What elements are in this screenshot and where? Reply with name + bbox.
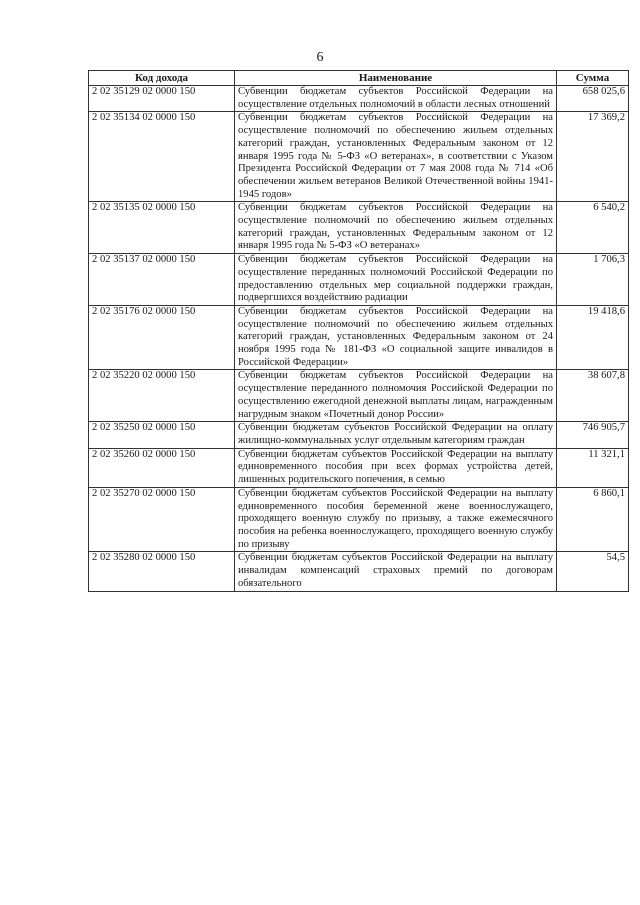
income-sum: 6 540,2 bbox=[557, 202, 629, 254]
income-name bbox=[235, 552, 557, 592]
income-name: Субвенции бюджетам субъектов Российской Федерации на осуществление полномочий по обеспечению жильем отдельных категорий граждан, установленных Федеральным законом от 24 ноября 1995 года № 181-ФЗ «О социальной защите инвалидов в Российской Федерации» bbox=[235, 305, 557, 370]
table-header-row bbox=[89, 71, 629, 86]
table-row bbox=[89, 370, 629, 422]
table-row bbox=[89, 422, 629, 448]
header-code: Код дохода bbox=[89, 71, 235, 86]
table-row bbox=[89, 86, 629, 112]
income-code: 2 02 35176 02 0000 150 bbox=[89, 305, 235, 370]
page-number: 6 bbox=[316, 50, 324, 65]
table-row bbox=[89, 112, 629, 202]
table-row bbox=[89, 254, 629, 306]
income-name: Субвенции бюджетам субъектов Российской Федерации на осуществление переданного полномочия Российской Федерации по осуществлению ежегодной денежной выплаты лицам, награжденным нагрудным знаком «Почетный донор России» bbox=[235, 370, 557, 422]
table-row bbox=[89, 305, 629, 370]
income-code: 2 02 35280 02 0000 150 bbox=[89, 552, 235, 592]
income-code: 2 02 35137 02 0000 150 bbox=[89, 254, 235, 306]
income-sum: 658 025,6 bbox=[557, 86, 629, 112]
income-name: Субвенции бюджетам субъектов Российской Федерации на осуществление полномочий по обеспечению жильем отдельных категорий граждан, установленных Федеральным законом от 12 января 1995 года № 5-ФЗ «О ветеранах», в соответствии с Указом Президента Российской Федерации от 7 мая 2008 года № 714 «Об обеспечении жильем ветеранов Великой Отечественной войны 1941-1945 годов» bbox=[235, 112, 557, 202]
income-sum: 54,5 bbox=[557, 552, 629, 592]
table-row bbox=[89, 448, 629, 487]
income-name-text: Субвенции бюджетам субъектов Российской Федерации на выплату инвалидам компенсаций страховых премий по договорам обязательного bbox=[238, 552, 553, 589]
income-name: Субвенции бюджетам субъектов Российской Федерации на выплату единовременного пособия беременной жене военнослужащего, проходящего военную службу по призыву, а также ежемесячного пособия на ребенка военнослужащего, проходящего военную службу по призыву bbox=[235, 487, 557, 552]
income-sum: 1 706,3 bbox=[557, 254, 629, 306]
income-code: 2 02 35220 02 0000 150 bbox=[89, 370, 235, 422]
income-name: Субвенции бюджетам субъектов Российской Федерации на осуществление отдельных полномочий в области лесных отношений bbox=[235, 86, 557, 112]
income-code: 2 02 35135 02 0000 150 bbox=[89, 202, 235, 254]
income-sum: 746 905,7 bbox=[557, 422, 629, 448]
income-code: 2 02 35270 02 0000 150 bbox=[89, 487, 235, 552]
header-sum: Сумма bbox=[557, 71, 629, 86]
income-code: 2 02 35260 02 0000 150 bbox=[89, 448, 235, 487]
income-code: 2 02 35250 02 0000 150 bbox=[89, 422, 235, 448]
income-code: 2 02 35129 02 0000 150 bbox=[89, 86, 235, 112]
income-sum: 19 418,6 bbox=[557, 305, 629, 370]
table-row bbox=[89, 552, 629, 592]
income-sum: 6 860,1 bbox=[557, 487, 629, 552]
header-name: Наименование bbox=[235, 71, 557, 86]
income-name: Субвенции бюджетам субъектов Российской Федерации на осуществление переданных полномочий Российской Федерации по предоставлению отдельных мер социальной поддержки граждан, подвергшихся воздействию радиации bbox=[235, 254, 557, 306]
table-row bbox=[89, 202, 629, 254]
table-row bbox=[89, 487, 629, 552]
income-name: Субвенции бюджетам субъектов Российской Федерации на осуществление полномочий по обеспечению жильем отдельных категорий граждан, установленных Федеральным законом от 12 января 1995 года № 5-ФЗ «О ветеранах» bbox=[235, 202, 557, 254]
income-name: Субвенции бюджетам субъектов Российской Федерации на выплату единовременного пособия при всех формах устройства детей, лишенных родительского попечения, в семью bbox=[235, 448, 557, 487]
income-sum: 11 321,1 bbox=[557, 448, 629, 487]
income-code: 2 02 35134 02 0000 150 bbox=[89, 112, 235, 202]
income-table bbox=[88, 70, 629, 592]
income-sum: 38 607,8 bbox=[557, 370, 629, 422]
income-name: Субвенции бюджетам субъектов Российской Федерации на оплату жилищно-коммунальных услуг отдельным категориям граждан bbox=[235, 422, 557, 448]
income-sum: 17 369,2 bbox=[557, 112, 629, 202]
